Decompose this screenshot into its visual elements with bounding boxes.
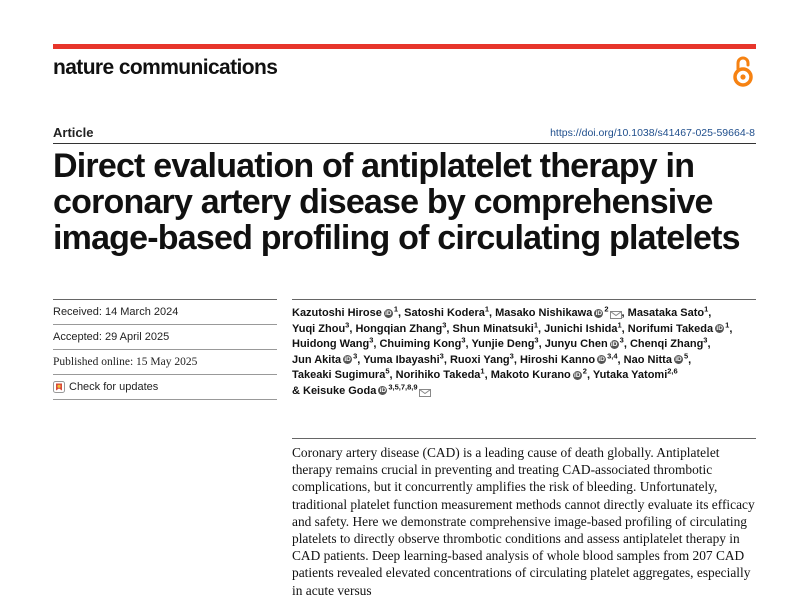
author[interactable] — [292, 366, 390, 381]
author[interactable] — [471, 335, 539, 350]
orcid-icon[interactable]: iD — [379, 387, 387, 395]
author[interactable] — [592, 366, 678, 381]
article-type: Article — [53, 125, 94, 140]
affiliation-marker: 1 — [725, 319, 730, 329]
author-name: Shun Minatsuki — [452, 322, 534, 335]
affiliation-marker: 1 — [484, 304, 490, 314]
orcid-icon[interactable]: iD — [574, 371, 581, 379]
doi-link[interactable]: https://doi.org/10.1038/s41467-025-59664-8 — [550, 127, 755, 139]
author[interactable] — [355, 319, 447, 335]
affiliation-marker: 2 — [582, 366, 587, 376]
author[interactable]: & Keisuke Goda iD $^{3,5,7,8,9}$ — [292, 385, 431, 397]
article-title: Direct evaluation of antiplatelet therapy in coronary artery disease by comprehensive image-based profiling of circulating platelets — [53, 147, 740, 257]
author-name: Chuiming Kong — [379, 338, 462, 350]
author[interactable] — [519, 350, 618, 366]
affiliation-marker: 3 — [353, 350, 358, 360]
author-name: Junichi Ishida — [544, 322, 618, 335]
author-name: Nao Nitta — [623, 353, 672, 366]
author-name: Satoshi Kodera — [404, 307, 485, 319]
author-name: Keisuke Goda — [303, 384, 377, 397]
author[interactable] — [449, 350, 514, 366]
affiliation-marker: 3,5,7,8,9 — [388, 381, 418, 391]
author[interactable] — [544, 319, 622, 335]
author-name: Ruoxi Yang — [449, 353, 510, 366]
author-name: Yunjie Deng — [471, 338, 535, 350]
affiliation-marker: 3 — [439, 350, 444, 360]
author-name: Yuma Ibayashi — [363, 353, 440, 366]
journal-name[interactable]: nature communications — [53, 56, 278, 79]
affiliation-marker: 2,6 — [667, 366, 678, 376]
journal-accent-bar — [53, 44, 756, 49]
author[interactable] — [292, 335, 374, 350]
author-name: Makoto Kurano — [490, 369, 571, 381]
affiliation-marker: 1 — [704, 304, 709, 314]
author[interactable] — [292, 350, 358, 366]
author-name: Jun Akita — [292, 353, 342, 366]
author[interactable] — [452, 319, 538, 335]
author[interactable] — [292, 319, 350, 335]
orcid-icon[interactable]: iD — [385, 309, 392, 317]
author[interactable] — [629, 335, 708, 350]
author[interactable] — [404, 304, 490, 319]
author[interactable] — [627, 304, 709, 319]
affiliation-marker: 1 — [617, 319, 622, 329]
affiliation-marker: 3 — [534, 335, 539, 345]
email-icon[interactable] — [610, 309, 622, 317]
article-dates — [53, 299, 277, 400]
author-name: Hiroshi Kanno — [519, 353, 596, 366]
affiliation-marker: 3 — [703, 335, 708, 345]
check-for-updates-button[interactable] — [53, 375, 277, 400]
author-name: Takeaki Sugimura — [292, 369, 386, 381]
affiliation-marker: 3 — [442, 319, 447, 329]
author-name: Junyu Chen — [544, 338, 608, 350]
affiliation-marker: 1 — [480, 366, 485, 376]
author-name: Yutaka Yatomi — [592, 369, 668, 381]
email-icon[interactable] — [419, 387, 431, 395]
orcid-icon[interactable]: iD — [610, 340, 618, 348]
author-name: Chenqi Zhang — [629, 338, 704, 350]
abstract: Coronary artery disease (CAD) is a leading cause of death globally. Antiplatelet therapy remains crucial in preventing and treating CAD-associated thrombotic complications, but it concurrently amplifies the risk of bleeding. Unfortunately, traditional platelet function measurement methods cannot directly evaluate its efficacy and safety. Here we demonstrate comprehensive image-based profiling of circulating platelets to directly observe thrombotic conditions and assess antiplatelet therapy in CAD patients. Deep learning-based analysis of whole blood samples from 207 CAD patients revealed elevated concentrations of circulating platelet aggregates, especially in acute versus — [292, 438, 756, 599]
header-divider — [53, 143, 756, 144]
author[interactable] — [544, 335, 624, 350]
affiliation-marker: 3 — [619, 335, 624, 345]
accepted-date: Accepted: 29 April 2025 — [53, 325, 277, 350]
author[interactable] — [379, 335, 466, 350]
orcid-icon[interactable]: iD — [716, 325, 723, 333]
author-list: Kazutoshi Hirose iD $^1$, Satoshi Kodera$^1$, Masako Nishikawa iD $^2$ , Masataka Sato$^1$, Yuqi Zhou$^3$, Hongqian Zhang$^3$, Shun Minatsuki$^1$, Junichi Ishida$^1$, Norifumi Takeda iD $^1$, Huidong Wang$^3$, Chuiming Kong$^3$, Yunjie Deng$^3$, Junyu Chen iD $^3$, Chenqi Zhang$^3$, Jun Akita iD $^3$, Yuma Ibayashi$^3$, Ruoxi Yang$^3$, Hiroshi Kanno iD $^{3,4}$, Nao Nitta iD $^5$, Takeaki Sugimura$^5$, Norihiko Takeda$^1$, Makoto Kurano iD $^2$, Yutaka Yatomi$^{2,6}$ & Keisuke Goda iD $^{3,5,7,8,9}$ — [292, 299, 756, 399]
author-name: Masako Nishikawa — [495, 307, 593, 319]
author[interactable] — [495, 304, 621, 319]
author-name: Huidong Wang — [292, 338, 370, 350]
author-name: Hongqian Zhang — [355, 322, 443, 335]
published-date: Published online: 15 May 2025 — [53, 350, 277, 375]
author[interactable] — [627, 319, 730, 335]
affiliation-marker: 5 — [683, 350, 689, 360]
affiliation-marker: 2 — [604, 304, 609, 314]
orcid-icon[interactable]: iD — [598, 356, 605, 364]
check-updates-label: Check for updates — [69, 381, 159, 393]
orcid-icon[interactable]: iD — [595, 309, 603, 317]
affiliation-marker: 3 — [345, 319, 350, 329]
author-name: Norifumi Takeda — [627, 322, 714, 335]
affiliation-marker: 3 — [461, 335, 466, 345]
author[interactable] — [363, 350, 444, 366]
author-name: Yuqi Zhou — [292, 322, 346, 335]
affiliation-marker: 5 — [385, 366, 390, 376]
author-name: Norihiko Takeda — [395, 369, 481, 381]
affiliation-marker: 1 — [393, 304, 399, 314]
affiliation-marker: 3,4 — [607, 350, 618, 360]
author[interactable] — [490, 366, 587, 381]
affiliation-marker: 1 — [533, 319, 538, 329]
affiliation-marker: 3 — [369, 335, 374, 345]
author[interactable] — [623, 350, 689, 366]
author[interactable] — [395, 366, 485, 381]
orcid-icon[interactable]: iD — [675, 356, 682, 364]
author-name: Masataka Sato — [627, 307, 705, 319]
check-updates-icon — [53, 381, 65, 393]
affiliation-marker: 3 — [509, 350, 514, 360]
received-date: Received: 14 March 2024 — [53, 300, 277, 325]
open-access-icon — [730, 54, 756, 88]
author-name: Kazutoshi Hirose — [292, 307, 382, 319]
orcid-icon[interactable]: iD — [344, 356, 351, 364]
author[interactable] — [292, 304, 399, 319]
